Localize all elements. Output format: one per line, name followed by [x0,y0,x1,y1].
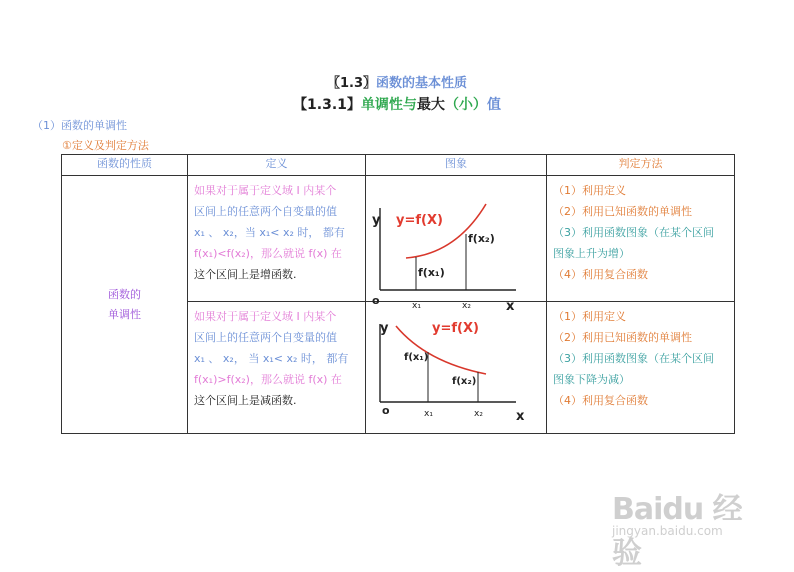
graph-title: y=f(X) [432,321,479,336]
dec-def-line1: 如果对于属于定义域 I 内某个 [194,310,337,323]
methods-increasing [547,176,735,302]
tick-x2: x₂ [462,301,471,311]
graph-increasing [366,176,547,314]
inc-method-2: （2）利用已知函数的单调性 [553,205,692,218]
dec-method-3: （3）利用函数图象（在某个区间 [553,352,714,365]
dec-def-line3: x₁ 、 x₂， 当 x₁< x₂ 时， 都有 [194,352,349,365]
graph-title: y=f(X) [396,213,443,228]
header-graph: 图象 [366,155,547,176]
section-sublabel: ①定义及判定方法 [62,139,149,152]
property-table [61,154,735,434]
page-subtitle [0,94,794,114]
inc-def-line5: 这个区间上是增函数. [194,268,297,281]
subtitle-c: （小） [444,97,487,113]
decreasing-graph-svg [366,302,546,430]
definition-increasing [188,176,366,302]
header-method: 判定方法 [547,155,735,176]
dec-def-line2: 区间上的任意两个自变量的值 [194,331,337,344]
inc-def-line2: 区间上的任意两个自变量的值 [194,205,337,218]
label-fx1: f(x₁) [418,266,445,279]
subtitle-prefix: 【1.3.1】 [293,97,361,113]
baidu-watermark [612,484,752,571]
axis-x-label: x [516,409,525,424]
dec-def-line5: 这个区间上是减函数. [194,394,297,407]
property-cell [62,176,188,434]
header-definition: 定义 [188,155,366,176]
tick-x1: x₁ [424,409,433,419]
axis-x-label: x [506,299,515,314]
page-title [0,72,794,91]
dec-method-1: （1）利用定义 [553,310,626,323]
watermark-logo-text: Baidu 经验 [612,492,742,571]
header-property: 函数的性质 [62,155,188,176]
axis-y-label: y [372,213,381,228]
origin-label: o [382,404,390,417]
title-prefix: 〖1.3〗 [326,76,376,91]
dec-method-2: （2）利用已知函数的单调性 [553,331,692,344]
table-header-row [62,155,735,176]
inc-method-5: （4）利用复合函数 [553,268,648,281]
property-label-2: 单调性 [108,307,141,321]
dec-method-5: （4）利用复合函数 [553,394,648,407]
label-fx2: f(x₂) [468,232,495,245]
table-row-increasing [62,176,735,302]
graph-decreasing [366,302,547,434]
tick-x2: x₂ [474,409,483,419]
tick-x1: x₁ [412,301,421,311]
label-fx2: f(x₂) [452,376,477,387]
origin-label: o [372,294,380,307]
subtitle-d: 值 [486,97,501,113]
watermark-url: jingyan.baidu.com [612,524,723,538]
label-fx1: f(x₁) [404,352,429,363]
subtitle-a: 单调性与 [360,97,417,113]
dec-method-4: 图象下降为减） [553,373,630,386]
property-label-1: 函数的 [108,287,141,301]
section-label: （1）函数的单调性 [32,119,127,132]
inc-def-line3: x₁ 、 x₂，当 x₁< x₂ 时， 都有 [194,226,345,239]
methods-decreasing [547,302,735,434]
inc-def-line4: f(x₁)<f(x₂)，那么就说 f(x) 在 [194,247,342,260]
title-main: 函数的基本性质 [376,76,468,91]
inc-method-4: 图象上升为增） [553,247,630,260]
definition-decreasing [188,302,366,434]
axis-y-label: y [380,321,389,336]
inc-def-line1: 如果对于属于定义域 I 内某个 [194,184,337,197]
increasing-graph-svg [366,176,546,314]
inc-method-3: （3）利用函数图象（在某个区间 [553,226,714,239]
inc-method-1: （1）利用定义 [553,184,626,197]
dec-def-line4: f(x₁)>f(x₂)，那么就说 f(x) 在 [194,373,342,386]
subtitle-b: 最大 [416,97,445,113]
